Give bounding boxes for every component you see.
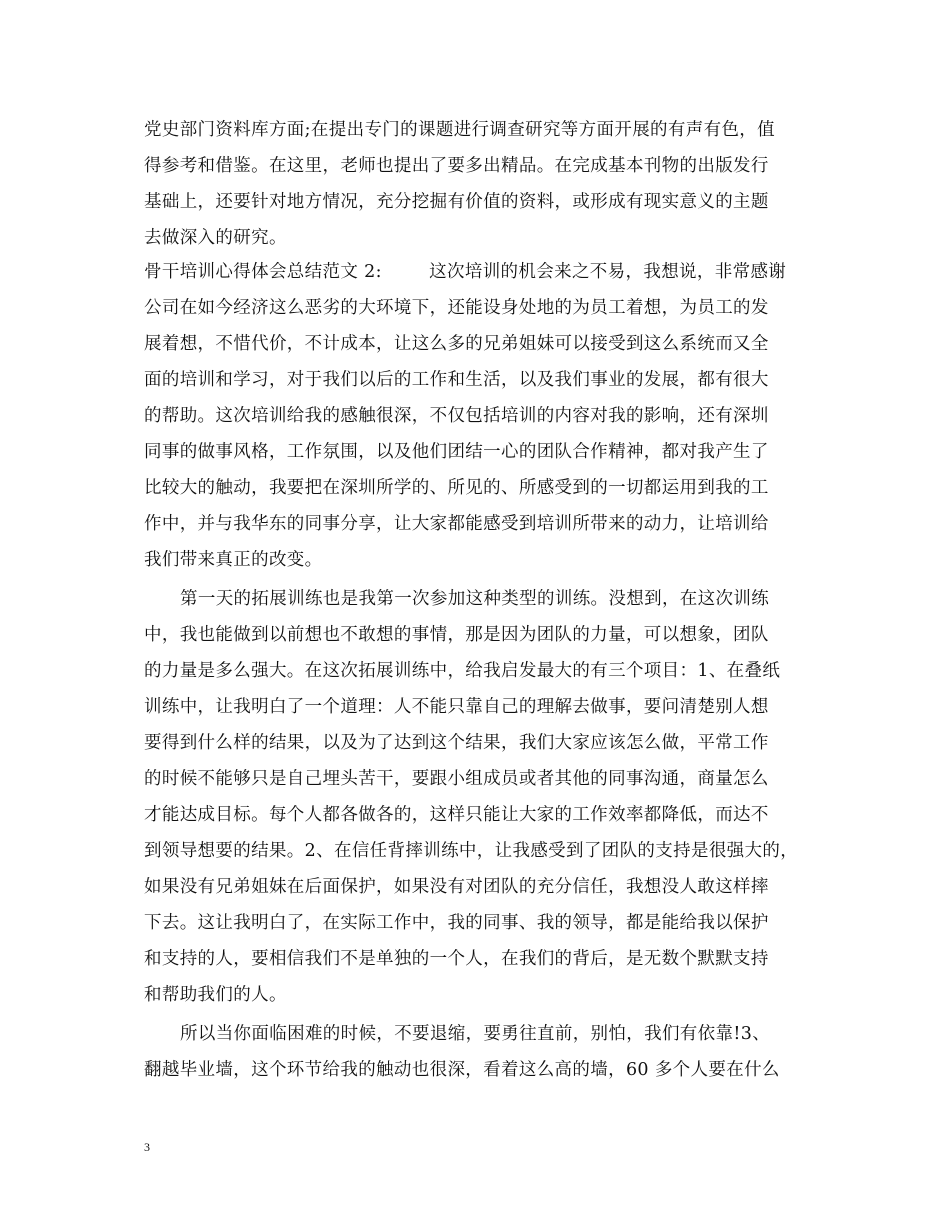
text-line: 翻越毕业墙，这个环节给我的触动也很深，看着这么高的墙，60 多个人要在什么	[144, 1060, 780, 1080]
text-line: 公司在如今经济这么恶劣的大环境下，还能设身处地的为员工着想，为员工的发	[144, 298, 769, 318]
text-line: 比较大的触动，我要把在深圳所学的、所见的、所感受到的一切都运用到我的工	[144, 478, 769, 498]
text-line: 如果没有兄弟姐妹在后面保护，如果没有对团队的充分信任，我想没人敢这样摔	[144, 877, 769, 897]
paragraph-start-line: 所以当你面临困难的时候，不要退缩，要勇往直前，别怕，我们有依靠!3、	[180, 1024, 771, 1044]
page-number: 3	[144, 1140, 150, 1154]
text-line: 同事的做事风格，工作氛围，以及他们团结一心的团队合作精神，都对我产生了	[144, 442, 769, 462]
text-line: 才能达成目标。每个人都各做各的，这样只能让大家的工作效率都降低，而达不	[144, 805, 769, 825]
text-line: 我们带来真正的改变。	[144, 550, 323, 570]
paragraph-start-line: 第一天的拓展训练也是我第一次参加这种类型的训练。没想到，在这次训练	[180, 589, 770, 609]
text-line: 的帮助。这次培训给我的感触很深，不仅包括培训的内容对我的影响，还有深圳	[144, 406, 769, 426]
text-line: 展着想，不惜代价，不计成本，让这么多的兄弟姐妹可以接受到这么系统而又全	[144, 334, 769, 354]
text-line: 作中，并与我华东的同事分享，让大家都能感受到培训所带来的动力，让培训给	[144, 514, 769, 534]
text-line: 训练中，让我明白了一个道理：人不能只靠自己的理解去做事，要问清楚别人想	[144, 697, 769, 717]
text-line: 和支持的人，要相信我们不是单独的一个人，在我们的背后，是无数个默默支持	[144, 949, 769, 969]
text-line: 基础上，还要针对地方情况，充分挖掘有价值的资料，或形成有现实意义的主题	[144, 192, 769, 212]
text-line: 和帮助我们的人。	[144, 985, 287, 1005]
text-line: 党史部门资料库方面;在提出专门的课题进行调查研究等方面开展的有声有色，值	[144, 120, 775, 140]
section-heading-line: 骨干培训心得体会总结范文 2: 这次培训的机会来之不易，我想说，非常感谢	[144, 262, 787, 282]
text-line: 去做深入的研究。	[144, 228, 287, 248]
text-line: 要得到什么样的结果，以及为了达到这个结果，我们大家应该怎么做，平常工作	[144, 733, 769, 753]
text-line: 到领导想要的结果。2、在信任背摔训练中，让我感受到了团队的支持是很强大的，	[144, 841, 799, 861]
text-line: 的力量是多么强大。在这次拓展训练中，给我启发最大的有三个项目：1、在叠纸	[144, 661, 781, 681]
text-line: 面的培训和学习，对于我们以后的工作和生活，以及我们事业的发展，都有很大	[144, 370, 769, 390]
text-line: 中，我也能做到以前想也不敢想的事情，那是因为团队的力量，可以想象，团队	[144, 625, 769, 645]
text-line: 下去。这让我明白了，在实际工作中，我的同事、我的领导，都是能给我以保护	[144, 913, 769, 933]
text-line: 得参考和借鉴。在这里，老师也提出了要多出精品。在完成基本刊物的出版发行	[144, 156, 769, 176]
text-line: 的时候不能够只是自己埋头苦干，要跟小组成员或者其他的同事沟通，商量怎么	[144, 769, 769, 789]
